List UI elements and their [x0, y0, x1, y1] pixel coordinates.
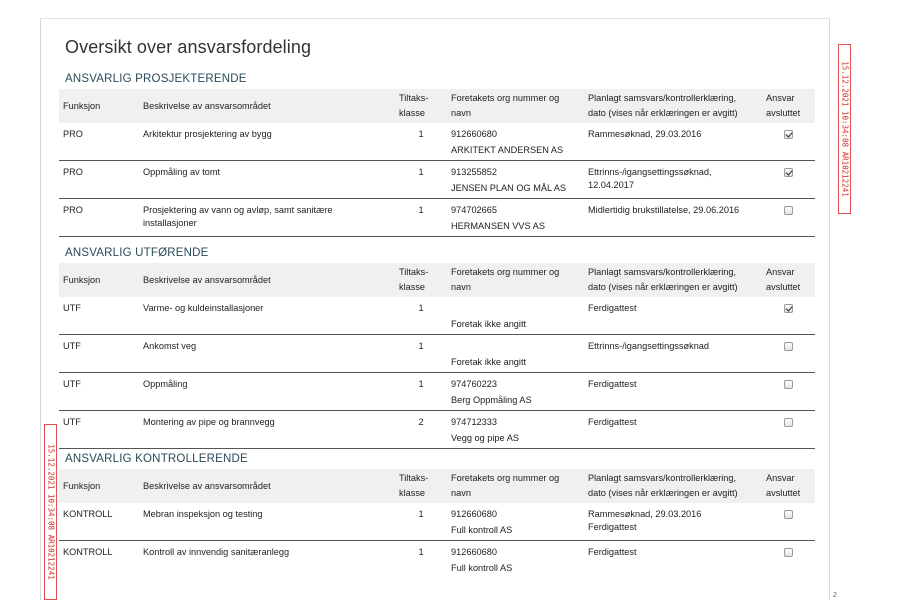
- timestamp-stamp-left: 15.12.2021 10:34:08 AR10212241: [44, 424, 57, 600]
- table-utforende: [59, 263, 815, 449]
- ansvar-avsluttet-checkbox[interactable]: [784, 304, 793, 313]
- document-page: [40, 18, 830, 600]
- header-ansvar-avsluttet: Ansvar avsluttet: [762, 89, 815, 123]
- section-title-utforende: ANSVARLIG UTFØRENDE: [65, 247, 209, 259]
- cell-beskrivelse: Mebran inspeksjon og testing: [139, 503, 395, 541]
- header-tiltaksklasse: Tiltaks- klasse: [395, 89, 447, 123]
- org-name: Berg Oppmåling AS: [451, 395, 532, 405]
- table-row: [59, 161, 815, 199]
- cell-klasse: 1: [395, 297, 447, 335]
- cell-klasse: 1: [395, 199, 447, 237]
- cell-klasse: 1: [395, 503, 447, 541]
- table-row: [59, 297, 815, 335]
- cell-foretak: [447, 123, 584, 161]
- cell-foretak: [447, 199, 584, 237]
- header-foretak: Foretakets org nummer og navn: [447, 89, 584, 123]
- org-number: 974712333: [451, 417, 497, 427]
- table-header-row: [59, 469, 815, 503]
- ansvar-avsluttet-checkbox[interactable]: [784, 168, 793, 177]
- ansvar-avsluttet-checkbox[interactable]: [784, 380, 793, 389]
- org-name: Full kontroll AS: [451, 525, 513, 535]
- header-ansvar-avsluttet: Ansvar avsluttet: [762, 263, 815, 297]
- cell-klasse: 1: [395, 373, 447, 411]
- table-header-row: [59, 263, 815, 297]
- cell-beskrivelse: Arkitektur prosjektering av bygg: [139, 123, 395, 161]
- header-foretak: Foretakets org nummer og navn: [447, 469, 584, 503]
- cell-planlagt: Ferdigattest: [584, 373, 762, 411]
- table-row: [59, 199, 815, 237]
- org-name: Vegg og pipe AS: [451, 433, 519, 443]
- table-row: [59, 503, 815, 541]
- header-funksjon: Funksjon: [59, 89, 139, 123]
- cell-beskrivelse: Oppmåling av tomt: [139, 161, 395, 199]
- header-planlagt: Planlagt samsvars/kontrollerklæring, dato (vises når erklæringen er avgitt): [584, 469, 762, 503]
- org-name: ARKITEKT ANDERSEN AS: [451, 145, 564, 155]
- cell-funksjon: PRO: [59, 199, 139, 237]
- cell-klasse: 1: [395, 123, 447, 161]
- cell-avsluttet: [762, 161, 815, 199]
- cell-beskrivelse: Montering av pipe og brannvegg: [139, 411, 395, 449]
- cell-avsluttet: [762, 199, 815, 237]
- cell-funksjon: KONTROLL: [63, 547, 113, 557]
- cell-planlagt: Midlertidig brukstillatelse, 29.06.2016: [584, 199, 762, 237]
- cell-beskrivelse: Oppmåling: [139, 373, 395, 411]
- cell-foretak: [447, 503, 584, 541]
- org-name: HERMANSEN VVS AS: [451, 221, 545, 231]
- header-tiltaksklasse: Tiltaks- klasse: [395, 263, 447, 297]
- cell-foretak: [447, 297, 584, 335]
- cell-beskrivelse: Kontroll av innvendig sanitæranlegg: [143, 547, 290, 557]
- header-beskrivelse: Beskrivelse av ansvarsområdet: [139, 469, 395, 503]
- header-beskrivelse: Beskrivelse av ansvarsområdet: [139, 263, 395, 297]
- cell-klasse: 1: [395, 161, 447, 199]
- cell-planlagt: Rammesøknad, 29.03.2016 Ferdigattest: [584, 503, 762, 541]
- cell-funksjon: PRO: [59, 161, 139, 199]
- org-number: 913255852: [451, 167, 497, 177]
- cell-foretak: [447, 373, 584, 411]
- org-number: 912660680: [451, 547, 497, 557]
- ansvar-avsluttet-checkbox[interactable]: [784, 206, 793, 215]
- cell-funksjon: UTF: [59, 335, 139, 373]
- org-name: Foretak ikke angitt: [451, 319, 527, 329]
- org-name: Foretak ikke angitt: [451, 357, 527, 367]
- page-title: Oversikt over ansvarsfordeling: [65, 37, 312, 57]
- header-tiltaksklasse: Tiltaks- klasse: [395, 469, 447, 503]
- cell-avsluttet: [762, 297, 815, 335]
- table-prosjekterende: [59, 89, 815, 237]
- cell-planlagt: Ferdigattest: [584, 411, 762, 449]
- cell-funksjon: UTF: [59, 373, 139, 411]
- ansvar-avsluttet-checkbox[interactable]: [784, 548, 793, 557]
- cell-planlagt: Rammesøknad, 29.03.2016: [584, 123, 762, 161]
- cell-funksjon: KONTROLL: [59, 503, 139, 541]
- cell-avsluttet: [762, 411, 815, 449]
- page-number: 2: [833, 592, 837, 599]
- org-number: 912660680: [451, 509, 497, 519]
- table-row: [59, 373, 815, 411]
- org-name: Full kontroll AS: [451, 563, 513, 573]
- cell-funksjon: UTF: [59, 297, 139, 335]
- org-number: 974702665: [451, 205, 497, 215]
- section-title-prosjekterende: ANSVARLIG PROSJEKTERENDE: [65, 73, 247, 85]
- cell-klasse: 2: [395, 411, 447, 449]
- cell-planlagt: Ferdigattest: [584, 297, 762, 335]
- cell-avsluttet: [762, 541, 815, 579]
- cell-avsluttet: [762, 335, 815, 373]
- org-name: JENSEN PLAN OG MÅL AS: [451, 183, 567, 193]
- cell-klasse: 1: [395, 335, 447, 373]
- cell-planlagt: Ferdigattest: [588, 547, 637, 557]
- cell-foretak: [447, 541, 584, 579]
- header-foretak: Foretakets org nummer og navn: [447, 263, 584, 297]
- cell-funksjon: PRO: [59, 123, 139, 161]
- section-title-kontrollerende: ANSVARLIG KONTROLLERENDE: [65, 453, 248, 465]
- header-funksjon: Funksjon: [59, 469, 139, 503]
- header-beskrivelse: Beskrivelse av ansvarsområdet: [139, 89, 395, 123]
- ansvar-avsluttet-checkbox[interactable]: [784, 130, 793, 139]
- header-planlagt: Planlagt samsvars/kontrollerklæring, dato (vises når erklæringen er avgitt): [584, 263, 762, 297]
- header-planlagt: Planlagt samsvars/kontrollerklæring, dato (vises når erklæringen er avgitt): [584, 89, 762, 123]
- org-number: 974760223: [451, 379, 497, 389]
- table-header-row: [59, 89, 815, 123]
- cell-klasse: 1: [418, 547, 424, 557]
- cell-funksjon: UTF: [59, 411, 139, 449]
- table-kontrollerende: [59, 469, 815, 578]
- cell-planlagt: Ettrinns-/igangsettingssøknad, 12.04.2017: [584, 161, 762, 199]
- cell-avsluttet: [762, 503, 815, 541]
- ansvar-avsluttet-checkbox[interactable]: [784, 418, 793, 427]
- table-row: [59, 123, 815, 161]
- table-row: [59, 335, 815, 373]
- cell-foretak: [447, 335, 584, 373]
- header-ansvar-avsluttet: Ansvar avsluttet: [762, 469, 815, 503]
- ansvar-avsluttet-checkbox[interactable]: [784, 342, 793, 351]
- org-number: 912660680: [451, 129, 497, 139]
- cell-beskrivelse: Prosjektering av vann og avløp, samt sanitære installasjoner: [139, 199, 395, 237]
- cell-foretak: [447, 161, 584, 199]
- cell-avsluttet: [762, 373, 815, 411]
- cell-foretak: [447, 411, 584, 449]
- timestamp-stamp-right: 15.12.2021 10:34:08 AR10212241: [838, 44, 851, 214]
- table-row: [59, 541, 815, 579]
- cell-avsluttet: [762, 123, 815, 161]
- cell-planlagt: Ettrinns-/igangsettingssøknad: [584, 335, 762, 373]
- table-row: [59, 411, 815, 449]
- header-funksjon: Funksjon: [59, 263, 139, 297]
- ansvar-avsluttet-checkbox[interactable]: [784, 510, 793, 519]
- cell-beskrivelse: Ankomst veg: [139, 335, 395, 373]
- cell-beskrivelse: Varme- og kuldeinstallasjoner: [139, 297, 395, 335]
